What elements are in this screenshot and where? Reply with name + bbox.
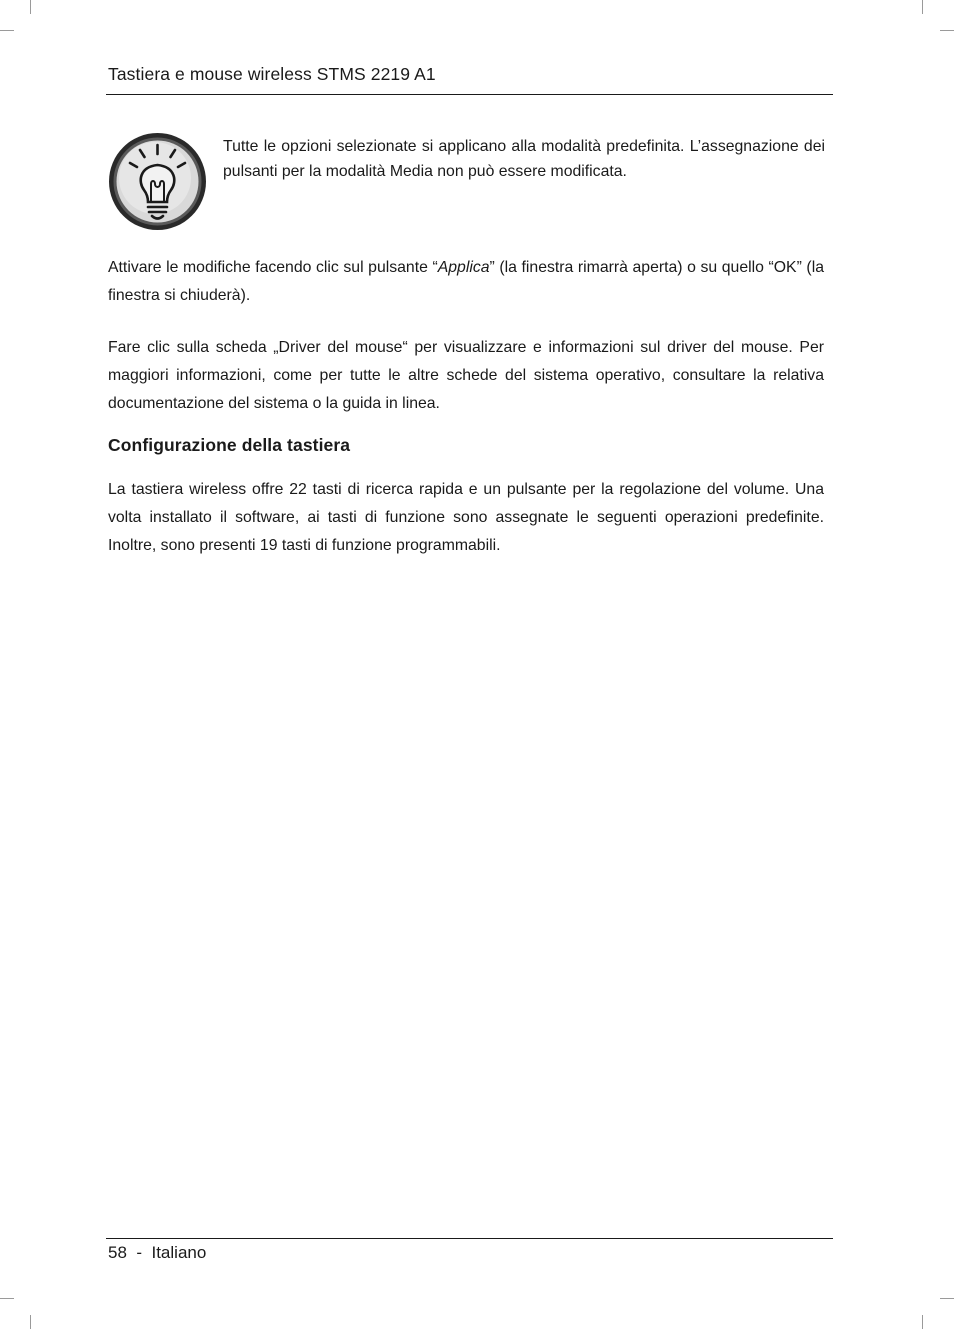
crop-mark — [940, 1298, 954, 1299]
paragraph-apply-text-1: Attivare le modifiche facendo clic sul pulsante “ — [108, 259, 438, 276]
crop-mark — [922, 0, 923, 14]
paragraph-keyboard-config: La tastiera wireless offre 22 tasti di ricerca rapida e un pulsante per la regolazione del volume. Una volta installato il software, ai tasti di funzione sono assegnate le seguenti operazioni predefinite. Inoltre, sono presenti 19 tasti di funzione programmabili. — [108, 481, 824, 554]
tip-note: Tutte le opzioni selezionate si applicano alla modalità predefinita. L’assegnazione dei pulsanti per la modalità Media non può essere modificata. — [223, 138, 825, 180]
paragraph-apply-changes — [108, 254, 824, 310]
crop-mark — [30, 1315, 31, 1329]
crop-mark — [0, 1298, 14, 1299]
crop-mark — [0, 30, 14, 31]
crop-mark — [940, 30, 954, 31]
crop-mark — [30, 0, 31, 14]
header-divider — [106, 94, 833, 95]
crop-mark — [922, 1315, 923, 1329]
footer-divider — [106, 1238, 833, 1239]
lightbulb-icon — [108, 132, 207, 231]
page-header-title: Tastiera e mouse wireless STMS 2219 A1 — [108, 64, 436, 84]
paragraph-apply-text-2: ” (la finestra rimarrà aperta) o su quello “OK” (la finestra si chiuderà). — [108, 259, 824, 304]
footer-language: Italiano — [151, 1243, 207, 1262]
apply-button-reference: Applica — [437, 259, 490, 276]
footer-separator: - — [126, 1243, 152, 1262]
section-heading: Configurazione della tastiera — [108, 435, 351, 455]
paragraph-mouse-driver: Fare clic sulla scheda „Driver del mouse“ per visualizzare e informazioni sul driver del mouse. Per maggiori informazioni, come per tutte le altre schede del sistema operativo, consultare la relativa documentazione del sistema o la guida in linea. — [108, 339, 824, 412]
page-footer — [108, 1243, 206, 1263]
page-number: 58 — [108, 1243, 127, 1262]
